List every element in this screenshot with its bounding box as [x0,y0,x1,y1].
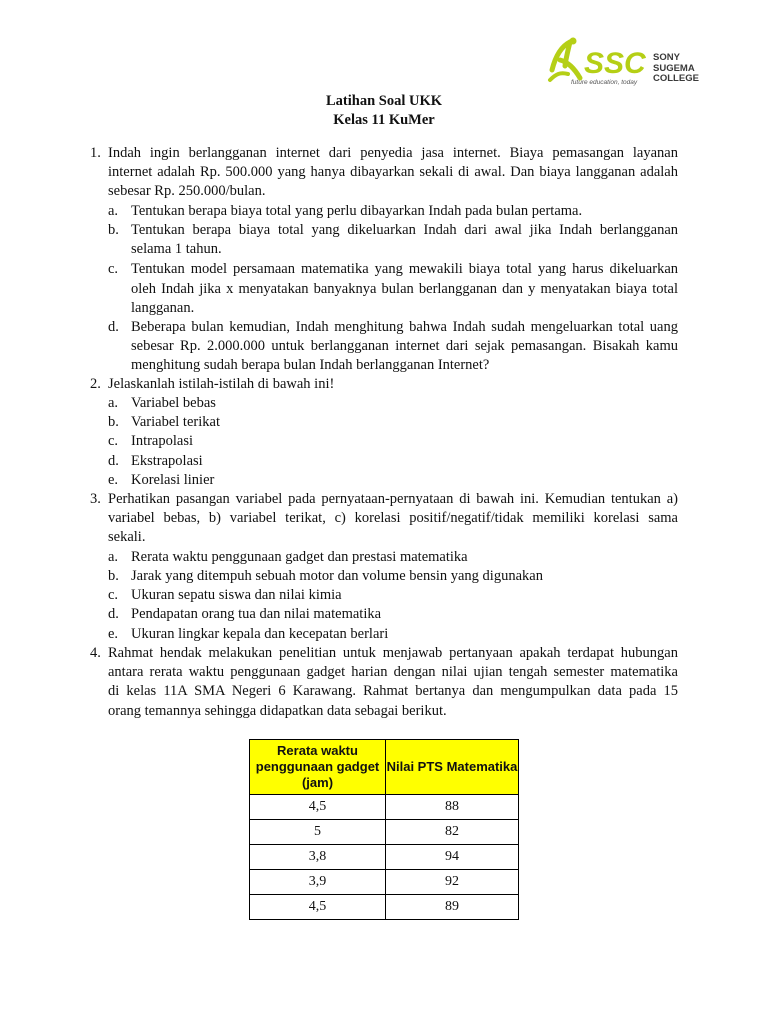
item-text: Tentukan berapa biaya total yang dikeluarkan Indah dari awal jika Indah berlangganan [131,222,678,238]
table-cell: 94 [386,845,519,870]
item-text: Rerata waktu penggunaan gadget dan prestasi matematika [131,549,468,565]
question-text: sebesar Rp. 250.000/bulan. [108,183,266,199]
item-label: d. [108,606,119,622]
question-text: sekali. [108,529,146,545]
item-label: b. [108,414,119,430]
item-label: b. [108,222,119,238]
table-cell: 3,8 [250,845,386,870]
table-cell: 88 [386,795,519,820]
item-text: Intrapolasi [131,433,194,449]
logo-name-line: COLLEGE [653,73,699,84]
table-cell: 92 [386,870,519,895]
item-label: a. [108,395,119,411]
page-title: Latihan Soal UKK [325,93,443,109]
item-text: langganan. [131,300,195,316]
item-label: d. [108,453,119,469]
item-text: menghitung sudah berapa bulan Indah berlangganan Internet? [131,357,490,373]
table-cell: 82 [386,820,519,845]
item-text: oleh Indah jika x menyatakan banyaknya bulan berlangganan dan y menyatakan biaya total [131,281,678,297]
table-cell: 89 [386,895,519,920]
item-label: c. [108,261,119,277]
item-text: Jarak yang ditempuh sebuah motor dan volume bensin yang digunakan [131,568,543,584]
item-text: Tentukan berapa biaya total yang perlu dibayarkan Indah pada bulan pertama. [131,203,583,219]
logo-name [653,53,699,85]
question-text: internet adalah Rp. 500.000 yang hanya dibayarkan sekali di awal. Dan biaya langganan adalah [108,164,678,180]
item-label: d. [108,319,119,335]
item-text: Variabel terikat [131,414,220,430]
question-number: 4. [90,645,101,661]
item-text: Korelasi linier [131,472,215,488]
question-number: 2. [90,376,101,392]
table-header-gadget-hours: Rerata waktu penggunaan gadget (jam) [250,740,386,795]
item-text: Beberapa bulan kemudian, Indah menghitung bahwa Indah sudah mengeluarkan total uang [131,319,678,335]
item-label: a. [108,549,119,565]
table-cell: 3,9 [250,870,386,895]
logo-name-line: SUGEMA [653,62,695,74]
school-logo [546,36,716,96]
question-text: antara rerata waktu penggunaan gadget harian dengan nilai ujian tengah semester matematika [108,664,678,680]
logo-mark: SSC [584,47,646,80]
question-text: Rahmat hendak melakukan penelitian untuk menjawab pertanyaan apakah terdapat hubungan [108,645,678,661]
logo-tagline: future education, today [571,79,638,86]
item-label: a. [108,203,119,219]
question-text: orang temannya sehingga didapatkan data sebagai berikut. [108,703,447,719]
item-text: Variabel bebas [131,395,216,411]
table-cell: 4,5 [250,895,386,920]
item-text: sebesar Rp. 2.000.000 untuk berlangganan internet dari sejak pemasangan. Bisakah kamu [131,338,678,354]
data-table [249,739,519,920]
item-label: e. [108,626,119,642]
item-text: Pendapatan orang tua dan nilai matematika [131,606,382,622]
question-text: Indah ingin berlangganan internet dari penyedia jasa internet. Biaya pemasangan layanan [108,145,678,161]
page-subtitle: Kelas 11 KuMer [333,112,435,128]
item-text: Ukuran lingkar kepala dan kecepatan berlari [131,626,389,642]
logo-name-line: SONY [653,52,680,63]
item-text: Ukuran sepatu siswa dan nilai kimia [131,587,342,603]
table-row [250,895,519,920]
item-label: c. [108,587,119,603]
item-label: b. [108,568,119,584]
table-cell: 4,5 [250,795,386,820]
question-number: 1. [90,145,101,161]
table-row [250,845,519,870]
table-row [250,820,519,845]
item-label: e. [108,472,119,488]
table-row [250,870,519,895]
item-text: selama 1 tahun. [131,241,222,257]
question-text: Perhatikan pasangan variabel pada pernyataan-pernyataan di bawah ini. Kemudian tentukan a) [108,491,678,507]
question-number: 3. [90,491,101,507]
table-row [250,795,519,820]
table-cell: 5 [250,820,386,845]
question-text: variabel bebas, b) variabel terikat, c) korelasi positif/negatif/tidak memiliki korelasi sama [108,510,678,526]
question-text: Jelaskanlah istilah-istilah di bawah ini! [108,376,335,392]
item-label: c. [108,433,119,449]
table-header-row [250,740,519,795]
item-text: Tentukan model persamaan matematika yang mewakili biaya total yang harus dikeluarkan [131,261,678,277]
question-text: di kelas 11A SMA Negeri 6 Karawang. Rahmat bertanya dan mengumpulkan data pada 15 [108,683,678,699]
table-header-math-score: Nilai PTS Matematika [386,740,519,795]
item-text: Ekstrapolasi [131,453,203,469]
